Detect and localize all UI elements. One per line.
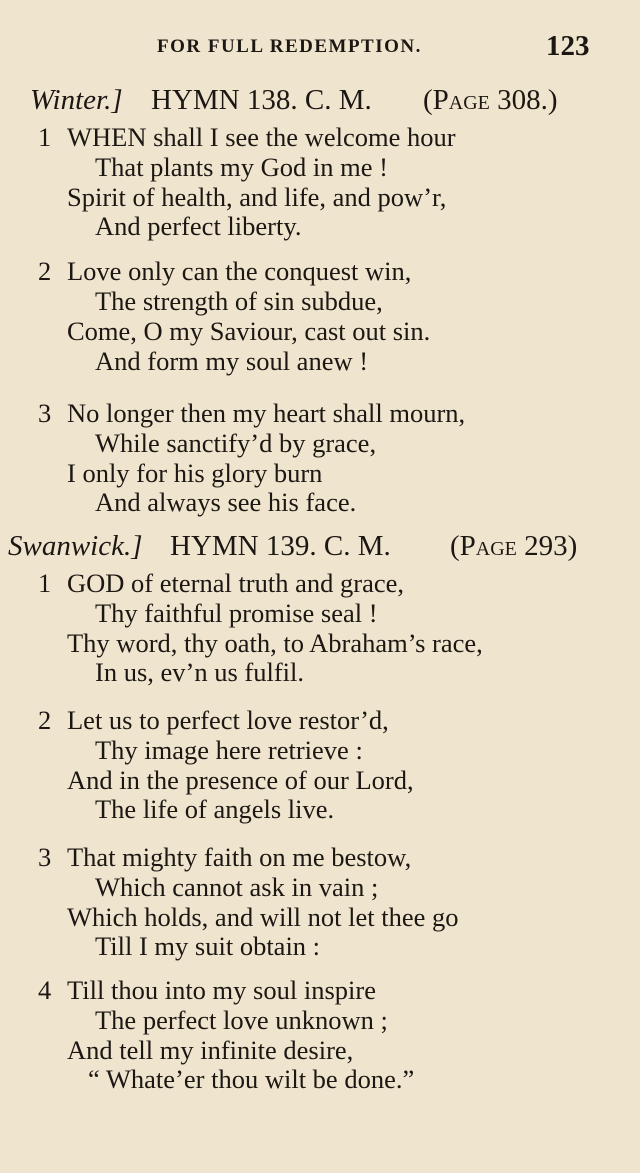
verse-line: Which holds, and will not let thee go	[67, 902, 459, 932]
verse-number: 2	[38, 256, 52, 286]
verse-number: 3	[38, 842, 52, 872]
verse-line: GOD of eternal truth and grace,	[67, 568, 404, 598]
verse-line: Love only can the conquest win,	[67, 256, 412, 286]
hymn-header	[0, 84, 640, 120]
verse-line: “ Whate’er thou wilt be done.”	[88, 1064, 415, 1094]
tune-name: Swanwick.]	[8, 530, 143, 562]
verse-line: No longer then my heart shall mourn,	[67, 398, 466, 428]
hymn-title: HYMN 139. C. M.	[170, 530, 391, 562]
verse-line: Which cannot ask in vain ;	[95, 872, 379, 902]
verse-line: In us, ev’n us fulfil.	[95, 657, 305, 687]
verse-line: And in the presence of our Lord,	[67, 765, 414, 795]
verse-line: Come, O my Saviour, cast out sin.	[67, 316, 431, 346]
verse-line: Thy image here retrieve :	[95, 735, 363, 765]
verse-line: And form my soul anew !	[95, 346, 369, 376]
verse-line: Till I my suit obtain :	[95, 931, 321, 961]
hymn-title: HYMN 138. C. M.	[151, 84, 372, 116]
verse-number: 4	[38, 975, 52, 1005]
verse-line: Spirit of health, and life, and pow’r,	[67, 182, 447, 212]
verse-line: The life of angels live.	[95, 794, 335, 824]
verse-line: Thy faithful promise seal !	[95, 598, 378, 628]
verse-line: I only for his glory burn	[67, 458, 323, 488]
tune-name: Winter.]	[30, 84, 123, 116]
verse-line: Let us to perfect love restor’d,	[67, 705, 389, 735]
verse-line: WHEN shall I see the welcome hour	[67, 122, 456, 152]
hymn-header	[0, 530, 640, 566]
verse-line: While sanctify’d by grace,	[95, 428, 377, 458]
page-reference: (Page 308.)	[423, 84, 558, 116]
verse-number: 2	[38, 705, 52, 735]
verse-line: That plants my God in me !	[95, 152, 388, 182]
verse-line: That mighty faith on me bestow,	[67, 842, 412, 872]
verse-number: 3	[38, 398, 52, 428]
verse-line: Thy word, thy oath, to Abraham’s race,	[67, 628, 483, 658]
running-head-title: FOR FULL REDEMPTION.	[157, 36, 422, 57]
verse-number: 1	[38, 568, 52, 598]
running-head	[0, 30, 640, 70]
verse-line: Till thou into my soul inspire	[67, 975, 376, 1005]
page-number: 123	[546, 30, 590, 62]
verse-line: The strength of sin subdue,	[95, 286, 383, 316]
verse-line: And perfect liberty.	[95, 211, 302, 241]
verse-line: And always see his face.	[95, 487, 357, 517]
page-reference: (Page 293)	[450, 530, 578, 562]
verse-line: And tell my infinite desire,	[67, 1035, 354, 1065]
verse-line: The perfect love unknown ;	[95, 1005, 388, 1035]
verse-number: 1	[38, 122, 52, 152]
